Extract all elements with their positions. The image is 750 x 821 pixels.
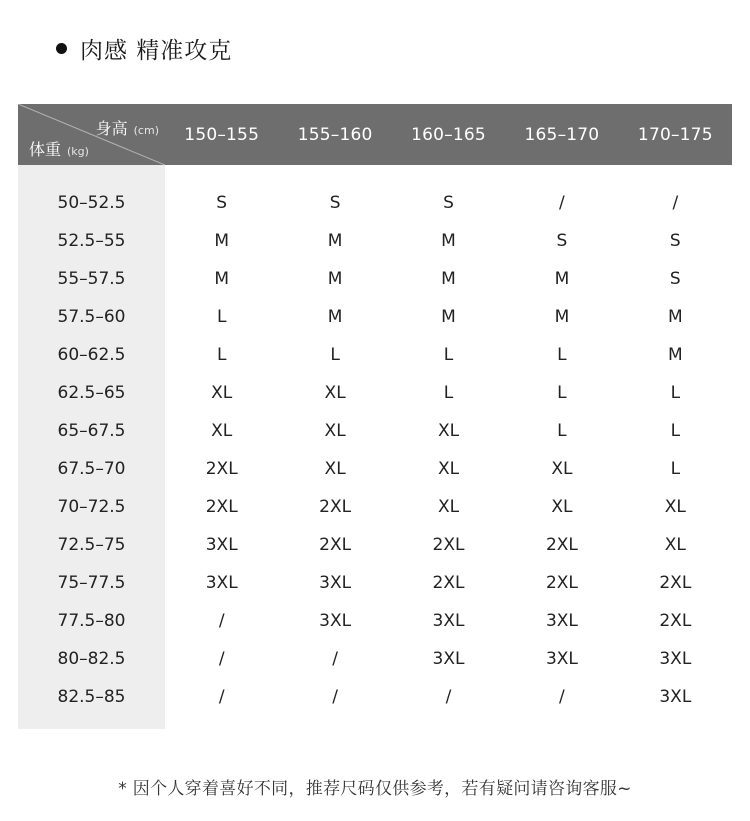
table-body — [18, 165, 732, 729]
size-chart-table — [18, 104, 732, 729]
size-cell: XL — [211, 421, 233, 441]
height-column-header: 165–170 — [524, 124, 600, 145]
height-column-header: 160–165 — [411, 124, 486, 145]
size-cell: M — [554, 307, 570, 327]
size-cell: L — [443, 345, 454, 365]
weight-range-cell: 67.5–70 — [57, 459, 126, 479]
size-cell: L — [670, 421, 681, 441]
table-row — [18, 640, 732, 678]
size-cell: S — [216, 193, 228, 213]
table-row — [18, 336, 732, 374]
table-row — [18, 602, 732, 640]
table-row — [18, 222, 732, 260]
size-cell: XL — [324, 459, 346, 479]
size-cell: S — [669, 231, 681, 251]
table-row — [18, 374, 732, 412]
table-row — [18, 184, 732, 222]
size-cell: L — [670, 383, 681, 403]
weight-range-cell: 70–72.5 — [57, 497, 126, 517]
size-cell: XL — [437, 421, 460, 441]
section-heading — [56, 30, 232, 66]
weight-axis-label — [29, 137, 89, 160]
size-cell: L — [330, 345, 340, 365]
size-cell: S — [329, 193, 341, 213]
size-cell: S — [556, 231, 568, 251]
size-cell: XL — [664, 497, 686, 517]
height-column-header: 170–175 — [637, 124, 713, 145]
table-row — [18, 564, 732, 602]
size-cell: M — [327, 231, 343, 251]
size-cell: 3XL — [659, 687, 692, 707]
table-header-row — [18, 104, 732, 165]
size-cell: 2XL — [545, 535, 578, 555]
size-cell: / — [332, 649, 338, 669]
size-cell: S — [669, 269, 681, 289]
size-cell: XL — [324, 383, 346, 403]
size-cell: XL — [664, 535, 686, 555]
size-cell: L — [557, 345, 567, 365]
size-cell: 3XL — [205, 535, 238, 555]
height-label: 身高 — [95, 119, 128, 138]
section-title: 肉感 精准攻克 — [80, 37, 233, 64]
size-cell: M — [327, 269, 343, 289]
size-cell: 2XL — [659, 573, 692, 593]
size-cell: 3XL — [545, 611, 578, 631]
size-cell: 2XL — [432, 573, 465, 593]
table-row — [18, 678, 732, 716]
size-cell: XL — [211, 383, 233, 403]
size-cell: / — [672, 193, 679, 213]
height-column-header: 155–160 — [297, 124, 373, 145]
size-cell: L — [670, 459, 681, 479]
size-cell: / — [218, 687, 225, 707]
size-cell: XL — [437, 497, 460, 517]
size-cell: XL — [324, 421, 346, 441]
size-cell: 2XL — [205, 497, 238, 517]
size-cell: 2XL — [659, 611, 692, 631]
size-cell: 2XL — [205, 459, 238, 479]
size-cell: 2XL — [432, 535, 465, 555]
size-cell: XL — [551, 459, 573, 479]
corner-header-cell — [18, 104, 165, 165]
height-column-header: 150–155 — [184, 124, 260, 145]
size-cell: L — [216, 307, 227, 327]
size-cell: M — [214, 269, 230, 289]
size-cell: M — [214, 231, 230, 251]
bullet-dot-icon — [56, 43, 67, 54]
size-cell: 3XL — [545, 649, 578, 669]
size-cell: 3XL — [432, 611, 465, 631]
weight-range-cell: 62.5–65 — [57, 383, 126, 403]
size-cell: 3XL — [205, 573, 238, 593]
size-cell: 3XL — [432, 649, 465, 669]
size-cell: / — [559, 687, 565, 707]
size-cell: 3XL — [659, 649, 692, 669]
size-cell: L — [557, 421, 567, 441]
weight-range-cell: 65–67.5 — [57, 421, 126, 441]
footnote: * 因个人穿着喜好不同，推荐尺码仅供参考，若有疑问请咨询客服~ — [118, 779, 632, 799]
size-cell: 2XL — [319, 535, 352, 555]
weight-range-cell: 77.5–80 — [57, 611, 126, 631]
size-cell: / — [559, 193, 565, 213]
size-cell: M — [327, 307, 343, 327]
size-cell: L — [443, 383, 454, 403]
weight-label: 体重 — [29, 140, 62, 159]
table-row — [18, 526, 732, 564]
size-cell: M — [441, 231, 456, 251]
weight-range-cell: 75–77.5 — [57, 573, 126, 593]
table-row — [18, 260, 732, 298]
height-axis-label — [96, 116, 159, 139]
height-column-headers — [165, 104, 732, 165]
size-cell: M — [554, 269, 570, 289]
size-cell: L — [216, 345, 227, 365]
size-cell: 3XL — [319, 573, 352, 593]
size-cell: M — [441, 307, 456, 327]
table-row — [18, 298, 732, 336]
weight-range-cell: 52.5–55 — [57, 231, 126, 251]
height-unit: (cm) — [133, 124, 159, 137]
weight-range-cell: 55–57.5 — [57, 269, 126, 289]
size-cell: L — [557, 383, 567, 403]
size-cell: M — [667, 307, 683, 327]
weight-range-cell: 72.5–75 — [57, 535, 126, 555]
weight-range-cell: 82.5–85 — [57, 687, 126, 707]
weight-unit: (kg) — [67, 145, 89, 158]
size-cell: 3XL — [319, 611, 352, 631]
size-cell: M — [441, 269, 456, 289]
size-cell: S — [443, 193, 454, 213]
table-row — [18, 488, 732, 526]
size-cell: / — [218, 611, 225, 631]
weight-range-cell: 50–52.5 — [57, 193, 126, 213]
size-cell: 2XL — [545, 573, 578, 593]
table-row — [18, 450, 732, 488]
size-cell: M — [667, 345, 683, 365]
size-cell: / — [332, 687, 338, 707]
size-cell: / — [445, 687, 452, 707]
size-cell: XL — [551, 497, 573, 517]
size-cell: 2XL — [319, 497, 352, 517]
weight-range-cell: 57.5–60 — [57, 307, 126, 327]
table-row — [18, 412, 732, 450]
weight-range-cell: 60–62.5 — [57, 345, 126, 365]
weight-range-cell: 80–82.5 — [57, 649, 126, 669]
size-cell: / — [218, 649, 225, 669]
size-cell: XL — [437, 459, 460, 479]
